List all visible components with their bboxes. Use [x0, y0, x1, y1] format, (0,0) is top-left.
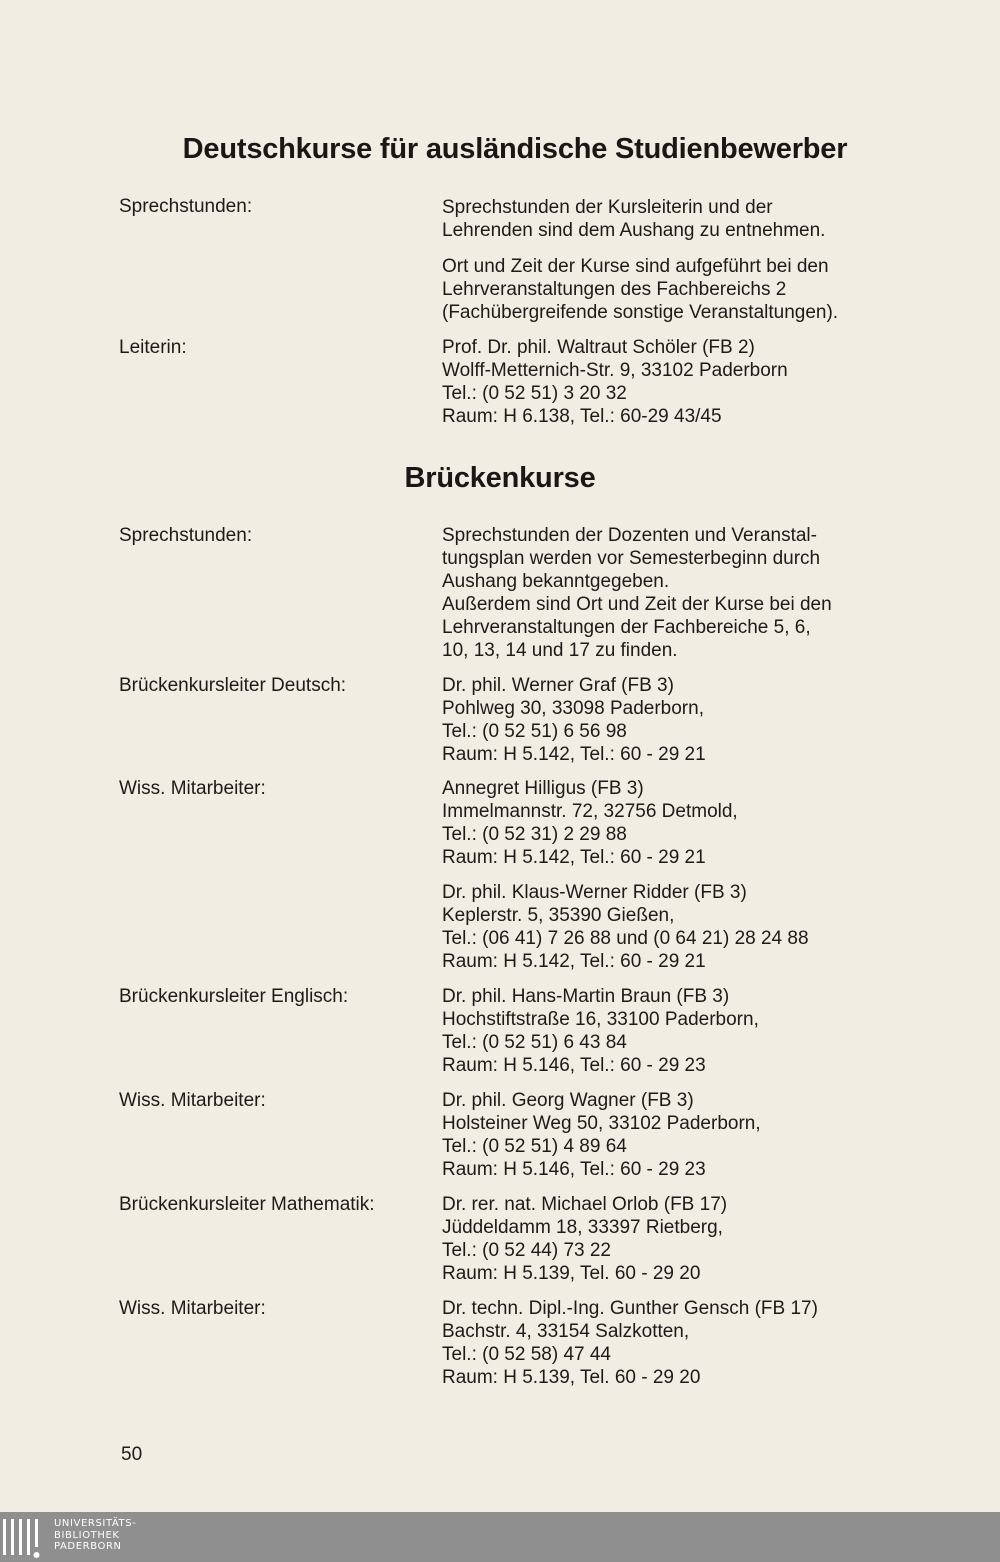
text-block-mitarbeiter-hilligus — [442, 777, 962, 869]
text-block-mitarbeiter-wagner — [442, 1089, 962, 1181]
text-line: Prof. Dr. phil. Waltraut Schöler (FB 2) — [442, 337, 755, 358]
text-line: Lehrveranstaltungen des Fachbereichs 2 — [442, 279, 787, 300]
text-line: (Fachübergreifende sonstige Veranstaltungen). — [442, 302, 839, 323]
text-block-mitarbeiter-gensch — [442, 1297, 962, 1389]
text-line: Sprechstunden der Kursleiterin und der — [442, 197, 773, 218]
section-title-deutschkurse: Deutschkurse für ausländische Studienbewerber — [182, 133, 848, 165]
text-line: Dr. rer. nat. Michael Orlob (FB 17) — [442, 1194, 728, 1215]
text-block-leiterin — [442, 336, 962, 428]
text-block-leiter-deutsch — [442, 674, 962, 766]
text-line: Raum: H 5.146, Tel.: 60 - 29 23 — [442, 1055, 706, 1076]
library-logo-icon — [3, 1517, 47, 1561]
text-line: Tel.: (0 52 51) 4 89 64 — [442, 1136, 627, 1157]
text-line: Tel.: (0 52 51) 6 43 84 — [442, 1032, 627, 1053]
text-line: Raum: H 5.146, Tel.: 60 - 29 23 — [442, 1159, 706, 1180]
text-line: Immelmannstr. 72, 32756 Detmold, — [442, 801, 738, 822]
text-line: Dr. phil. Klaus-Werner Ridder (FB 3) — [442, 882, 747, 903]
text-block-sprechstunden — [442, 196, 962, 242]
logo-text-line: UNIVERSITÄTS- — [54, 1518, 137, 1529]
label-leiter-mathematik: Brückenkursleiter Mathematik: — [119, 1194, 375, 1215]
text-line: 10, 13, 14 und 17 zu finden. — [442, 640, 678, 661]
text-line: Wolff-Metternich-Str. 9, 33102 Paderborn — [442, 360, 788, 381]
text-line: Pohlweg 30, 33098 Paderborn, — [442, 698, 704, 719]
logo-text-line: PADERBORN — [54, 1541, 122, 1552]
label-sprechstunden-2: Sprechstunden: — [119, 525, 253, 546]
text-line: Dr. techn. Dipl.-Ing. Gunther Gensch (FB 17) — [442, 1298, 818, 1319]
library-footer-bar — [0, 1512, 1000, 1562]
text-line: Raum: H 6.138, Tel.: 60-29 43/45 — [442, 406, 722, 427]
library-logo-text — [54, 1518, 136, 1553]
label-wiss-mitarbeiter-mathematik: Wiss. Mitarbeiter: — [119, 1298, 266, 1319]
text-block-leiter-mathematik — [442, 1193, 962, 1285]
text-line: Hochstiftstraße 16, 33100 Paderborn, — [442, 1009, 759, 1030]
text-line: Raum: H 5.142, Tel.: 60 - 29 21 — [442, 744, 706, 765]
label-leiter-englisch: Brückenkursleiter Englisch: — [119, 986, 349, 1007]
text-line: tungsplan werden vor Semesterbeginn durch — [442, 548, 821, 569]
text-line: Ort und Zeit der Kurse sind aufgeführt bei den — [442, 256, 829, 277]
text-line: Dr. phil. Werner Graf (FB 3) — [442, 675, 674, 696]
text-line: Tel.: (0 52 31) 2 29 88 — [442, 824, 627, 845]
text-line: Raum: H 5.142, Tel.: 60 - 29 21 — [442, 847, 706, 868]
label-sprechstunden: Sprechstunden: — [119, 196, 253, 217]
text-line: Dr. phil. Georg Wagner (FB 3) — [442, 1090, 694, 1111]
text-line: Raum: H 5.139, Tel. 60 - 29 20 — [442, 1263, 701, 1284]
text-block-mitarbeiter-ridder — [442, 881, 962, 973]
label-wiss-mitarbeiter-englisch: Wiss. Mitarbeiter: — [119, 1090, 266, 1111]
text-line: Keplerstr. 5, 35390 Gießen, — [442, 905, 675, 926]
text-line: Raum: H 5.139, Tel. 60 - 29 20 — [442, 1367, 701, 1388]
label-wiss-mitarbeiter-deutsch: Wiss. Mitarbeiter: — [119, 778, 266, 799]
text-line: Bachstr. 4, 33154 Salzkotten, — [442, 1321, 690, 1342]
text-line: Aushang bekanntgegeben. — [442, 571, 670, 592]
label-leiter-deutsch: Brückenkursleiter Deutsch: — [119, 675, 347, 696]
text-line: Tel.: (0 52 51) 6 56 98 — [442, 721, 627, 742]
logo-text-line: BIBLIOTHEK — [54, 1529, 120, 1541]
text-line: Außerdem sind Ort und Zeit der Kurse bei den — [442, 594, 832, 615]
text-line: Tel.: (06 41) 7 26 88 und (0 64 21) 28 24 88 — [442, 928, 809, 949]
text-line: Holsteiner Weg 50, 33102 Paderborn, — [442, 1113, 761, 1134]
text-line: Dr. phil. Hans-Martin Braun (FB 3) — [442, 986, 730, 1007]
text-line: Lehrveranstaltungen der Fachbereiche 5, 6, — [442, 617, 811, 638]
text-block-ort-und-zeit — [442, 255, 962, 324]
label-leiterin: Leiterin: — [119, 337, 187, 358]
page-number: 50 — [121, 1444, 143, 1465]
text-line: Lehrenden sind dem Aushang zu entnehmen. — [442, 220, 826, 241]
text-line: Sprechstunden der Dozenten und Veranstal- — [442, 525, 817, 546]
text-block-leiter-englisch — [442, 985, 962, 1077]
text-line: Tel.: (0 52 58) 47 44 — [442, 1344, 611, 1365]
text-line: Tel.: (0 52 51) 3 20 32 — [442, 383, 627, 404]
section-title-brueckenkurse: Brückenkurse — [404, 462, 596, 494]
text-line: Raum: H 5.142, Tel.: 60 - 29 21 — [442, 951, 706, 972]
text-line: Annegret Hilligus (FB 3) — [442, 778, 644, 799]
text-line: Jüddeldamm 18, 33397 Rietberg, — [442, 1217, 723, 1238]
text-line: Tel.: (0 52 44) 73 22 — [442, 1240, 611, 1261]
text-block-sprechstunden-2 — [442, 524, 962, 662]
